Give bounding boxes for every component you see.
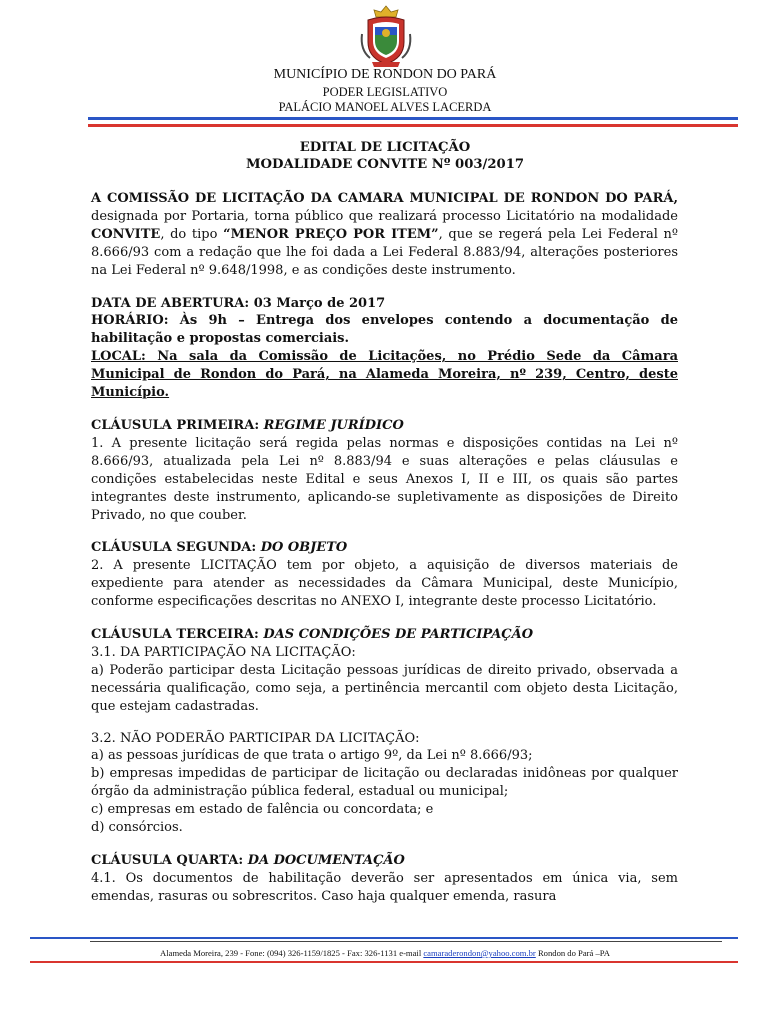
intro-text-2: , do tipo bbox=[160, 226, 224, 242]
document-title bbox=[0, 139, 770, 173]
footer-address-text: Alameda Moreira, 239 - Fone: (094) 326-1159/1825 - Fax: 326-1131 e-mail bbox=[160, 948, 424, 958]
intro-lead: A COMISSÃO DE LICITAÇÃO DA CAMARA MUNICIPAL DE RONDON DO PARÁ, bbox=[91, 191, 678, 206]
document-body bbox=[91, 190, 678, 906]
clause-3-2-b: b) empresas impedidas de participar de licitação ou declaradas inidôneas por qualquer órgão da administração pública federal, estadual ou municipal; bbox=[91, 766, 678, 800]
legislative-power: PODER LEGISLATIVO bbox=[322, 85, 448, 99]
clause-2-heading bbox=[91, 539, 678, 557]
clause-3-1-title: 3.1. DA PARTICIPAÇÃO NA LICITAÇÃO: bbox=[91, 644, 356, 660]
clause-4-heading bbox=[91, 852, 678, 870]
intro-text-3: , que se regerá pela Lei Federal nº 8.666/93 com a redação que lhe foi dada a Lei Federal 8.883/94, alterações posteriores na Lei Federal nº 9.648/1998, e as condições deste instrumento. bbox=[91, 226, 678, 278]
clause-1-label: CLÁUSULA PRIMEIRA: bbox=[91, 417, 264, 433]
footer-rule-red bbox=[30, 961, 738, 963]
footer-email-link[interactable]: camaraderondon@yahoo.com.br bbox=[423, 948, 536, 958]
clause-4-subject: DA DOCUMENTAÇÃO bbox=[247, 853, 405, 868]
intro-tipo: “MENOR PREÇO POR ITEM” bbox=[223, 226, 439, 242]
clause-4-text: 4.1. Os documentos de habilitação deverão ser apresentados em única via, sem emendas, rasuras ou sobrescritos. Caso haja qualquer emenda, rasura bbox=[91, 870, 678, 904]
clause-1-text: 1. A presente licitação será regida pelas normas e disposições contidas na Lei nº 8.666/93, atualizada pela Lei nº 8.883/94 e suas alterações e pelas cláusulas e condições estabelecidas neste Edital e seus Anexos I, II e III, os quais são partes integrantes deste instrumento, aplicando-se supletivamente as disposições de Direito Privado, no que couber. bbox=[91, 435, 678, 523]
clause-3-2-title: 3.2. NÃO PODERÃO PARTICIPAR DA LICITAÇÃO: bbox=[91, 730, 420, 746]
footer-divider bbox=[90, 941, 722, 942]
opening-date: DATA DE ABERTURA: 03 Março de 2017 bbox=[91, 295, 386, 311]
footer-rule-blue bbox=[30, 937, 738, 939]
clause-2-text: 2. A presente LICITAÇÃO tem por objeto, a aquisição de diversos materiais de expediente para atender as necessidades da Câmara Municipal, deste Município, conforme especificações descritas no ANEXO I, integrante deste processo Licitatório. bbox=[91, 558, 678, 610]
header-rule-red bbox=[88, 124, 738, 127]
clause-3-2-d: d) consórcios. bbox=[91, 820, 183, 836]
clause-3-1-a: a) Poderão participar desta Licitação pessoas jurídicas de direito privado, observada a necessária qualificação, como seja, a pertinência mercantil com objeto desta Licitação, que estejam cadastradas. bbox=[91, 662, 678, 714]
clause-4-label: CLÁUSULA QUARTA: bbox=[91, 853, 248, 868]
palace-name: PALÁCIO MANOEL ALVES LACERDA bbox=[278, 100, 492, 114]
clause-3-heading bbox=[91, 626, 678, 644]
clause-3-2-a: a) as pessoas jurídicas de que trata o artigo 9º, da Lei nº 8.666/93; bbox=[91, 748, 533, 764]
intro-paragraph bbox=[91, 190, 678, 280]
title-line-2: MODALIDADE CONVITE Nº 003/2017 bbox=[245, 157, 525, 172]
clause-2-subject: DO OBJETO bbox=[260, 540, 348, 556]
title-line-1: EDITAL DE LICITAÇÃO bbox=[299, 140, 471, 155]
header-rule-blue bbox=[88, 117, 738, 120]
opening-location: LOCAL: Na sala da Comissão de Licitações, no Prédio Sede da Câmara Municipal de Rondon do Pará, na Alameda Moreira, nº 239, Centro, deste Município. bbox=[91, 349, 678, 401]
clause-3-subject: DAS CONDIÇÕES DE PARTICIPAÇÃO bbox=[263, 627, 534, 643]
coat-of-arms-icon bbox=[358, 4, 414, 68]
footer-address bbox=[0, 948, 770, 958]
intro-convite: CONVITE bbox=[91, 226, 161, 242]
clause-3-label: CLÁUSULA TERCEIRA: bbox=[91, 627, 264, 643]
municipality-name: MUNICÍPIO DE RONDON DO PARÁ bbox=[273, 67, 497, 82]
clause-1-subject: REGIME JURÍDICO bbox=[263, 417, 404, 433]
opening-time: HORÁRIO: Às 9h – Entrega dos envelopes contendo a documentação de habilitação e propostas comerciais. bbox=[91, 313, 678, 347]
clause-3-2-c: c) empresas em estado de falência ou concordata; e bbox=[91, 802, 434, 818]
clause-1-heading bbox=[91, 417, 678, 435]
clause-2-label: CLÁUSULA SEGUNDA: bbox=[91, 540, 261, 556]
footer-city: Rondon do Pará –PA bbox=[535, 948, 610, 958]
intro-text-1: designada por Portaria, torna público que realizará processo Licitatório na modalidade bbox=[91, 208, 678, 224]
